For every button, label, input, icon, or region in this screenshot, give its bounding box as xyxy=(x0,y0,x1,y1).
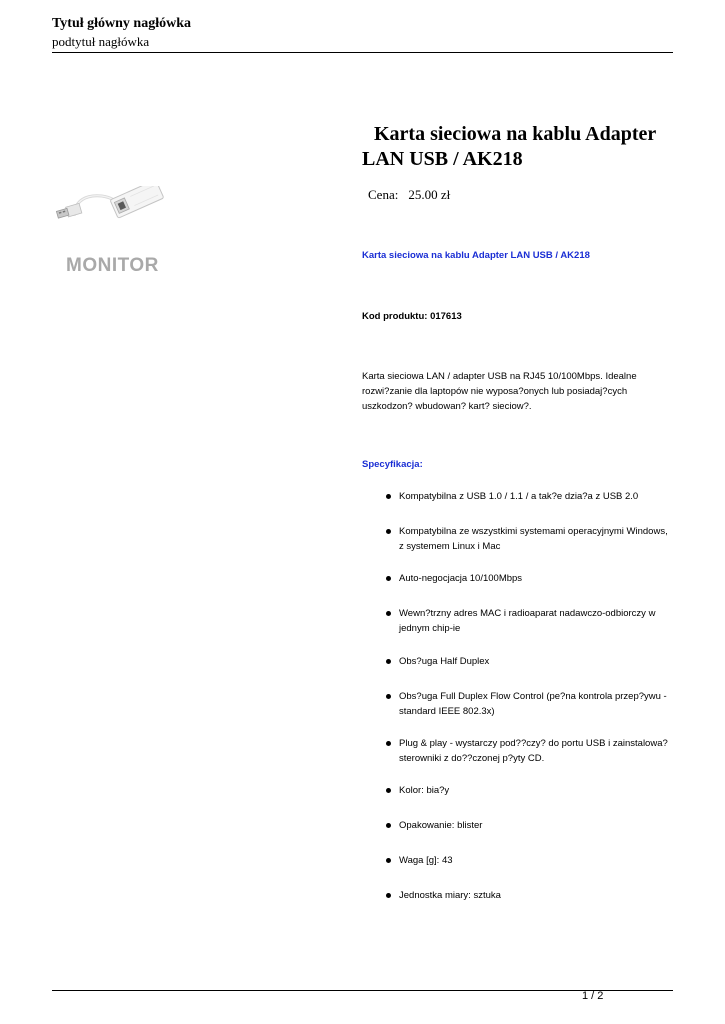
footer-divider xyxy=(52,990,673,991)
spec-item xyxy=(386,853,672,868)
spec-item-text: Plug & play - wystarczy pod??czy? do portu USB i zainstalowa? sterowniki z do??czonej p?yty CD. xyxy=(399,738,668,764)
spec-item-text: Kompatybilna ze wszystkimi systemami operacyjnymi Windows, z systemem Linux i Mac xyxy=(399,526,668,552)
spec-item xyxy=(386,606,672,636)
spec-item-text: Opakowanie: blister xyxy=(399,820,483,831)
product-image xyxy=(52,186,172,278)
spec-item xyxy=(386,818,672,833)
price-row xyxy=(368,187,450,203)
spec-item xyxy=(386,654,672,669)
spec-item-text: Kolor: bia?y xyxy=(399,785,450,796)
spec-item-text: Waga [g]: 43 xyxy=(399,855,453,866)
bullet-icon xyxy=(386,659,391,664)
spec-item-text: Obs?uga Half Duplex xyxy=(399,656,490,667)
header-title: Tytuł główny nagłówka xyxy=(52,16,191,31)
product-name-link[interactable]: Karta sieciowa na kablu Adapter LAN USB / AK218 xyxy=(362,250,590,261)
spec-item xyxy=(386,888,672,903)
spec-item xyxy=(386,689,672,719)
bullet-icon xyxy=(386,788,391,793)
product-description: Karta sieciowa LAN / adapter USB na RJ45 10/100Mbps. Idealne rozwi?zanie dla laptopów nie wyposa?onych lub posiadaj?cych uszkodzon? wbudowan? kart? sieciow?. xyxy=(362,371,637,412)
price-label: Cena: xyxy=(368,187,399,202)
spec-item-text: Wewn?trzny adres MAC i radioaparat nadawczo-odbiorczy w jednym chip-ie xyxy=(399,608,656,634)
spec-item-text: Jednostka miary: sztuka xyxy=(399,890,501,901)
spec-item-text: Kompatybilna z USB 1.0 / 1.1 / a tak?e dzia?a z USB 2.0 xyxy=(399,491,639,502)
bullet-icon xyxy=(386,576,391,581)
spec-heading: Specyfikacja: xyxy=(362,459,423,470)
spec-item xyxy=(386,524,672,554)
bullet-icon xyxy=(386,741,391,746)
spec-item xyxy=(386,571,672,586)
spec-item-text: Auto-negocjacja 10/100Mbps xyxy=(399,573,523,584)
price-value: 25.00 zł xyxy=(408,187,451,202)
product-title: Karta sieciowa na kablu Adapter LAN USB / AK218 xyxy=(362,123,656,170)
bullet-icon xyxy=(386,694,391,699)
bullet-icon xyxy=(386,823,391,828)
bullet-icon xyxy=(386,858,391,863)
bullet-icon xyxy=(386,529,391,534)
spec-item xyxy=(386,489,672,504)
product-code: Kod produktu: 017613 xyxy=(362,311,462,322)
bullet-icon xyxy=(386,893,391,898)
page-number: 1 / 2 xyxy=(582,990,604,1002)
bullet-icon xyxy=(386,494,391,499)
spec-item xyxy=(386,736,672,766)
image-watermark: MONITOR xyxy=(66,255,159,276)
spec-item-text: Obs?uga Full Duplex Flow Control (pe?na kontrola przep?ywu - standard IEEE 802.3x) xyxy=(399,691,667,717)
header-divider xyxy=(52,52,673,53)
spec-item xyxy=(386,783,672,798)
header-subtitle: podtytuł nagłówka xyxy=(52,34,150,49)
bullet-icon xyxy=(386,611,391,616)
